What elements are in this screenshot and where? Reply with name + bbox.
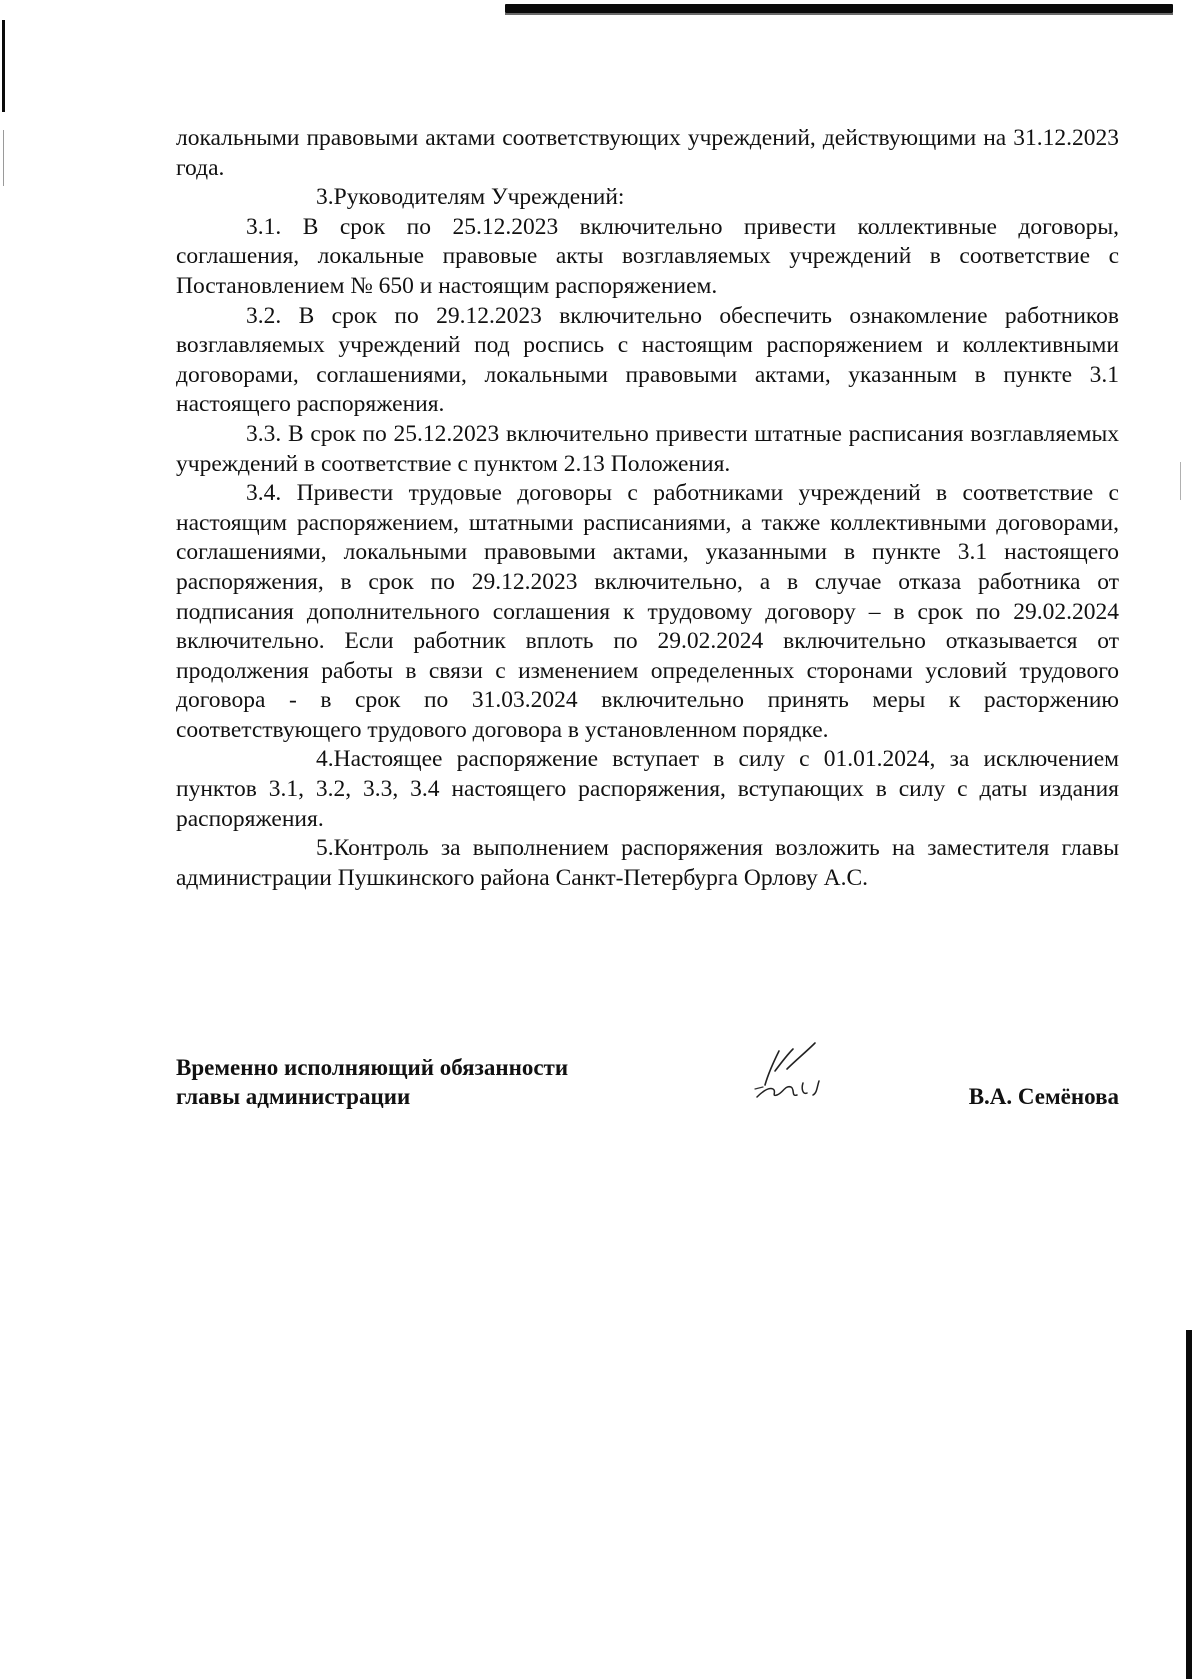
signature-block xyxy=(176,1053,1119,1133)
scan-edge-left xyxy=(2,20,5,112)
scan-edge-top xyxy=(505,4,1173,13)
item-number: 4. xyxy=(316,746,334,773)
signatory-name: В.А. Семёнова xyxy=(968,1084,1119,1109)
signatory-position xyxy=(176,1053,568,1111)
paragraph-item-4 xyxy=(176,745,1119,834)
paragraph-item-3-1: 3.1. В срок по 25.12.2023 включительно привести коллективные договоры, соглашения, локальные правовые акты возглавляемых учреждений в соответствие с Постановлением № 650 и настоящим распоряжением. xyxy=(176,213,1119,299)
paragraph-item-3 xyxy=(176,183,1119,213)
scan-edge-top-shadow xyxy=(505,13,1173,15)
signatory-position-line1: Временно исполняющий обязанности xyxy=(176,1055,569,1080)
scan-edge-right-mark xyxy=(1180,462,1181,500)
item-text: Руководителям Учреждений: xyxy=(333,184,625,211)
paragraph-item-3-2: 3.2. В срок по 29.12.2023 включительно обеспечить ознакомление работников возглавляемых учреждений под роспись с настоящим распоряжением и коллективными договорами, соглашениями, локальными правовыми актами, указанным в пункте 3.1 настоящего распоряжения. xyxy=(176,302,1119,418)
scan-edge-left-mark xyxy=(3,130,4,186)
paragraph-item-3-4: 3.4. Привести трудовые договоры с работниками учреждений в соответствие с настоящим распоряжением, штатными расписаниями, а также коллективными договорами, соглашениями, локальными правовыми актами, указанными в пункте 3.1 настоящего распоряжения, в срок по 29.12.2023 включительно, а в случае отказа работника от подписания дополнительного соглашения к трудовому договору – в срок по 29.02.2024 включительно. Если работник вплоть по 29.02.2024 включительно отказывается от продолжения работы в связи с изменением определенных сторонами условий трудового договора - в срок по 31.03.2024 включительно принять меры к расторжению соответствующего трудового договора в установленном порядке. xyxy=(176,480,1119,743)
item-text: Настоящее распоряжение вступает в силу с 01.01.2024, за исключением пунктов 3.1, 3.2, 3.3, 3.4 настоящего распоряжения, вступающих в силу с даты издания распоряжения. xyxy=(176,746,1119,832)
item-text: Контроль за выполнением распоряжения возложить на заместителя главы администрации Пушкинского района Санкт-Петербурга Орлову А.С. xyxy=(176,835,1119,891)
signatory-position-line2: главы администрации xyxy=(176,1084,411,1109)
item-number: 3. xyxy=(316,184,334,211)
handwritten-signature xyxy=(751,1041,851,1103)
scan-edge-right xyxy=(1186,1330,1192,1679)
paragraph-item-3-3: 3.3. В срок по 25.12.2023 включительно привести штатные расписания возглавляемых учреждений в соответствие с пунктом 2.13 Положения. xyxy=(176,420,1119,477)
document-body xyxy=(176,124,1119,893)
item-number: 5. xyxy=(316,835,334,862)
paragraph-continuation: локальными правовыми актами соответствующих учреждений, действующими на 31.12.2023 года. xyxy=(176,125,1119,181)
paragraph-item-5 xyxy=(176,834,1119,893)
